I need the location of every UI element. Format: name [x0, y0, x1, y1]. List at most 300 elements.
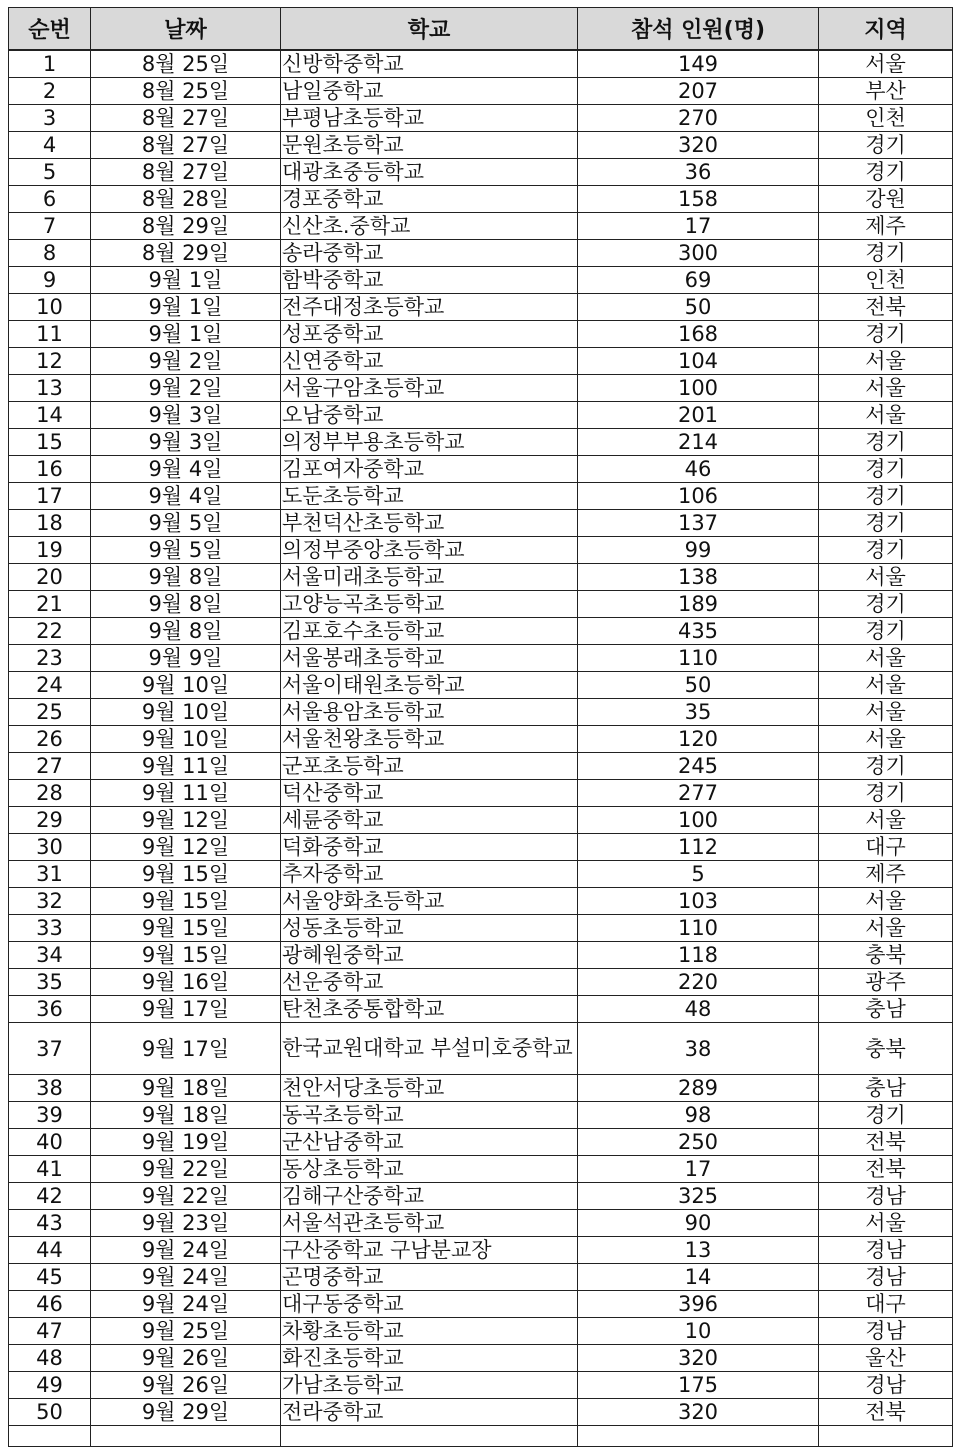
cell-school: 송라중학교 — [281, 240, 578, 267]
table-row — [9, 1210, 953, 1237]
cell-school: 차황초등학교 — [281, 1318, 578, 1345]
table-row — [9, 1372, 953, 1399]
cell-region: 광주 — [819, 969, 953, 996]
cell-region: 서울 — [819, 564, 953, 591]
cell-no: 47 — [9, 1318, 91, 1345]
cell-school: 신방학중학교 — [281, 50, 578, 78]
cell-no: 45 — [9, 1264, 91, 1291]
cell-region: 충북 — [819, 1023, 953, 1075]
cell-school: 선운중학교 — [281, 969, 578, 996]
cell-school: 오남중학교 — [281, 402, 578, 429]
cell-region: 서울 — [819, 402, 953, 429]
cell-no: 33 — [9, 915, 91, 942]
cell-attendees: 149 — [578, 50, 819, 78]
cell-no: 42 — [9, 1183, 91, 1210]
cell-no: 4 — [9, 132, 91, 159]
cell-school: 광혜원중학교 — [281, 942, 578, 969]
cell-date: 9월 17일 — [91, 996, 281, 1023]
cell-attendees: 320 — [578, 1399, 819, 1426]
cell-attendees: 201 — [578, 402, 819, 429]
cell-attendees: 103 — [578, 888, 819, 915]
attendance-table — [8, 7, 953, 1447]
cell-no: 22 — [9, 618, 91, 645]
cell-region: 제주 — [819, 861, 953, 888]
cell-date: 9월 24일 — [91, 1264, 281, 1291]
cell-date: 9월 1일 — [91, 267, 281, 294]
cell-school: 덕화중학교 — [281, 834, 578, 861]
table-row — [9, 699, 953, 726]
cell-school: 김해구산중학교 — [281, 1183, 578, 1210]
cell-attendees: 207 — [578, 78, 819, 105]
cell-school: 문원초등학교 — [281, 132, 578, 159]
cell-region: 경기 — [819, 240, 953, 267]
cell-attendees: 158 — [578, 186, 819, 213]
table-row — [9, 1102, 953, 1129]
cell-date: 8월 27일 — [91, 105, 281, 132]
cell-no: 18 — [9, 510, 91, 537]
table-row — [9, 50, 953, 78]
cell-no: 13 — [9, 375, 91, 402]
header-date: 날짜 — [91, 8, 281, 51]
cell-no: 43 — [9, 1210, 91, 1237]
cell-school: 추자중학교 — [281, 861, 578, 888]
cell-region: 강원 — [819, 186, 953, 213]
cell-date: 8월 29일 — [91, 213, 281, 240]
cell-cutoff — [819, 1426, 953, 1447]
table-row — [9, 834, 953, 861]
table-row — [9, 132, 953, 159]
cell-date: 9월 15일 — [91, 861, 281, 888]
cell-attendees: 14 — [578, 1264, 819, 1291]
cell-school: 군포초등학교 — [281, 753, 578, 780]
cell-region: 경남 — [819, 1264, 953, 1291]
table-row — [9, 1237, 953, 1264]
cell-school: 서울석관초등학교 — [281, 1210, 578, 1237]
table-row — [9, 1183, 953, 1210]
table-row — [9, 726, 953, 753]
cell-no: 1 — [9, 50, 91, 78]
table-row — [9, 1264, 953, 1291]
cell-attendees: 106 — [578, 483, 819, 510]
cell-no: 26 — [9, 726, 91, 753]
cell-no: 31 — [9, 861, 91, 888]
cell-attendees: 175 — [578, 1372, 819, 1399]
cell-no: 14 — [9, 402, 91, 429]
cell-no: 24 — [9, 672, 91, 699]
cell-school: 동곡초등학교 — [281, 1102, 578, 1129]
cell-no: 34 — [9, 942, 91, 969]
table-body — [9, 50, 953, 1447]
cell-no: 41 — [9, 1156, 91, 1183]
cell-date: 9월 10일 — [91, 726, 281, 753]
cell-attendees: 168 — [578, 321, 819, 348]
cell-attendees: 289 — [578, 1075, 819, 1102]
cell-attendees: 320 — [578, 1345, 819, 1372]
cell-attendees: 100 — [578, 375, 819, 402]
cell-school: 천안서당초등학교 — [281, 1075, 578, 1102]
cell-region: 울산 — [819, 1345, 953, 1372]
cell-school: 서울용암초등학교 — [281, 699, 578, 726]
table-row — [9, 402, 953, 429]
cell-region: 인천 — [819, 105, 953, 132]
cell-school: 의정부부용초등학교 — [281, 429, 578, 456]
cell-date: 9월 19일 — [91, 1129, 281, 1156]
table-row — [9, 780, 953, 807]
cell-school: 세륜중학교 — [281, 807, 578, 834]
cell-no: 48 — [9, 1345, 91, 1372]
cell-attendees: 214 — [578, 429, 819, 456]
cell-date: 9월 11일 — [91, 753, 281, 780]
cell-school: 서울봉래초등학교 — [281, 645, 578, 672]
cell-date: 9월 3일 — [91, 429, 281, 456]
cell-school: 동상초등학교 — [281, 1156, 578, 1183]
cell-region: 전북 — [819, 1156, 953, 1183]
cell-date: 9월 10일 — [91, 699, 281, 726]
cell-date: 9월 11일 — [91, 780, 281, 807]
cell-no: 15 — [9, 429, 91, 456]
cell-date: 9월 18일 — [91, 1102, 281, 1129]
cell-school: 곤명중학교 — [281, 1264, 578, 1291]
cell-attendees: 13 — [578, 1237, 819, 1264]
cell-school: 화진초등학교 — [281, 1345, 578, 1372]
cell-date: 9월 10일 — [91, 672, 281, 699]
cell-region: 경기 — [819, 321, 953, 348]
cell-no: 19 — [9, 537, 91, 564]
cell-date: 9월 5일 — [91, 537, 281, 564]
cell-attendees: 120 — [578, 726, 819, 753]
cell-region: 부산 — [819, 78, 953, 105]
cell-school: 김포여자중학교 — [281, 456, 578, 483]
table-header-row — [9, 8, 953, 51]
cell-date: 9월 5일 — [91, 510, 281, 537]
cell-school: 서울양화초등학교 — [281, 888, 578, 915]
cell-date: 9월 22일 — [91, 1156, 281, 1183]
cell-no: 23 — [9, 645, 91, 672]
cell-attendees: 50 — [578, 672, 819, 699]
cell-date: 8월 29일 — [91, 240, 281, 267]
cell-region: 서울 — [819, 888, 953, 915]
cell-date: 8월 25일 — [91, 50, 281, 78]
cell-region: 서울 — [819, 672, 953, 699]
cell-date: 9월 3일 — [91, 402, 281, 429]
table-row — [9, 645, 953, 672]
cell-no: 46 — [9, 1291, 91, 1318]
cell-attendees: 270 — [578, 105, 819, 132]
cell-school: 신연중학교 — [281, 348, 578, 375]
cell-date: 9월 24일 — [91, 1237, 281, 1264]
cell-no: 40 — [9, 1129, 91, 1156]
cell-date: 9월 8일 — [91, 564, 281, 591]
cell-region: 대구 — [819, 834, 953, 861]
table-row — [9, 213, 953, 240]
cell-no: 28 — [9, 780, 91, 807]
table-row — [9, 537, 953, 564]
cell-school: 도둔초등학교 — [281, 483, 578, 510]
table-row — [9, 1075, 953, 1102]
cell-date: 8월 25일 — [91, 78, 281, 105]
cell-attendees: 38 — [578, 1023, 819, 1075]
cell-attendees: 112 — [578, 834, 819, 861]
cell-no: 44 — [9, 1237, 91, 1264]
cell-attendees: 189 — [578, 591, 819, 618]
cell-no: 8 — [9, 240, 91, 267]
cell-date: 8월 28일 — [91, 186, 281, 213]
table-row — [9, 888, 953, 915]
cell-attendees: 46 — [578, 456, 819, 483]
table-row — [9, 807, 953, 834]
cell-school: 남일중학교 — [281, 78, 578, 105]
table-row — [9, 1318, 953, 1345]
table-row — [9, 240, 953, 267]
cell-region: 경남 — [819, 1183, 953, 1210]
cell-date: 9월 29일 — [91, 1399, 281, 1426]
cell-attendees: 104 — [578, 348, 819, 375]
cell-no: 49 — [9, 1372, 91, 1399]
cell-no: 7 — [9, 213, 91, 240]
cell-region: 전북 — [819, 294, 953, 321]
cell-school: 의정부중앙초등학교 — [281, 537, 578, 564]
cell-school: 고양능곡초등학교 — [281, 591, 578, 618]
cell-school: 부평남초등학교 — [281, 105, 578, 132]
table-row — [9, 267, 953, 294]
header-school: 학교 — [281, 8, 578, 51]
cell-attendees: 137 — [578, 510, 819, 537]
cell-date: 9월 18일 — [91, 1075, 281, 1102]
cell-school: 성동초등학교 — [281, 915, 578, 942]
cell-region: 서울 — [819, 915, 953, 942]
table-row — [9, 186, 953, 213]
cell-attendees: 5 — [578, 861, 819, 888]
cell-date: 8월 27일 — [91, 132, 281, 159]
table-row — [9, 942, 953, 969]
cell-cutoff — [9, 1426, 91, 1447]
cell-school: 가남초등학교 — [281, 1372, 578, 1399]
cell-region: 경남 — [819, 1372, 953, 1399]
cell-date: 9월 4일 — [91, 456, 281, 483]
table-row — [9, 429, 953, 456]
cell-school: 대광초중등학교 — [281, 159, 578, 186]
cell-date: 9월 16일 — [91, 969, 281, 996]
cell-attendees: 110 — [578, 915, 819, 942]
cell-region: 경기 — [819, 159, 953, 186]
cell-region: 경기 — [819, 537, 953, 564]
cell-school: 구산중학교 구남분교장 — [281, 1237, 578, 1264]
cell-region: 전북 — [819, 1129, 953, 1156]
cell-region: 서울 — [819, 50, 953, 78]
cell-no: 21 — [9, 591, 91, 618]
table-row — [9, 564, 953, 591]
cell-date: 9월 8일 — [91, 618, 281, 645]
table-row — [9, 672, 953, 699]
cell-attendees: 220 — [578, 969, 819, 996]
table-row — [9, 996, 953, 1023]
cell-region: 서울 — [819, 348, 953, 375]
cell-no: 29 — [9, 807, 91, 834]
cell-region: 서울 — [819, 807, 953, 834]
cell-date: 9월 4일 — [91, 483, 281, 510]
cell-region: 충남 — [819, 996, 953, 1023]
cell-region: 충북 — [819, 942, 953, 969]
cell-date: 9월 9일 — [91, 645, 281, 672]
cell-no: 2 — [9, 78, 91, 105]
cell-school: 탄천초중통합학교 — [281, 996, 578, 1023]
table-row — [9, 78, 953, 105]
cell-cutoff — [578, 1426, 819, 1447]
table-row — [9, 1399, 953, 1426]
cell-attendees: 325 — [578, 1183, 819, 1210]
cell-no: 32 — [9, 888, 91, 915]
cell-school: 한국교원대학교 부설미호중학교 — [281, 1023, 578, 1075]
table-row — [9, 753, 953, 780]
cell-school: 서울미래초등학교 — [281, 564, 578, 591]
cell-no: 20 — [9, 564, 91, 591]
cell-region: 인천 — [819, 267, 953, 294]
cell-date: 9월 23일 — [91, 1210, 281, 1237]
table-row-cutoff — [9, 1426, 953, 1447]
cell-school: 대구동중학교 — [281, 1291, 578, 1318]
cell-attendees: 48 — [578, 996, 819, 1023]
cell-region: 경기 — [819, 780, 953, 807]
cell-no: 6 — [9, 186, 91, 213]
cell-date: 9월 24일 — [91, 1291, 281, 1318]
cell-date: 9월 15일 — [91, 915, 281, 942]
table-row — [9, 1291, 953, 1318]
cell-school: 경포중학교 — [281, 186, 578, 213]
table-row — [9, 483, 953, 510]
cell-attendees: 320 — [578, 132, 819, 159]
cell-no: 36 — [9, 996, 91, 1023]
cell-no: 9 — [9, 267, 91, 294]
cell-attendees: 10 — [578, 1318, 819, 1345]
cell-region: 서울 — [819, 1210, 953, 1237]
cell-attendees: 250 — [578, 1129, 819, 1156]
cell-attendees: 17 — [578, 1156, 819, 1183]
table-row — [9, 321, 953, 348]
table-row — [9, 1345, 953, 1372]
cell-attendees: 300 — [578, 240, 819, 267]
cell-school: 서울구암초등학교 — [281, 375, 578, 402]
cell-attendees: 90 — [578, 1210, 819, 1237]
cell-no: 27 — [9, 753, 91, 780]
cell-region: 경기 — [819, 429, 953, 456]
cell-date: 9월 2일 — [91, 375, 281, 402]
cell-school: 덕산중학교 — [281, 780, 578, 807]
cell-region: 경기 — [819, 510, 953, 537]
cell-region: 경남 — [819, 1237, 953, 1264]
cell-no: 39 — [9, 1102, 91, 1129]
table-row — [9, 969, 953, 996]
cell-no: 35 — [9, 969, 91, 996]
cell-attendees: 396 — [578, 1291, 819, 1318]
cell-region: 경기 — [819, 483, 953, 510]
cell-attendees: 138 — [578, 564, 819, 591]
table-row — [9, 1129, 953, 1156]
cell-region: 경기 — [819, 618, 953, 645]
cell-date: 9월 2일 — [91, 348, 281, 375]
cell-attendees: 36 — [578, 159, 819, 186]
table-row — [9, 456, 953, 483]
cell-region: 서울 — [819, 645, 953, 672]
table-row — [9, 915, 953, 942]
cell-date: 9월 1일 — [91, 321, 281, 348]
cell-attendees: 277 — [578, 780, 819, 807]
cell-region: 경기 — [819, 132, 953, 159]
cell-attendees: 50 — [578, 294, 819, 321]
cell-date: 9월 17일 — [91, 1023, 281, 1075]
cell-no: 50 — [9, 1399, 91, 1426]
cell-region: 서울 — [819, 726, 953, 753]
cell-school: 전주대정초등학교 — [281, 294, 578, 321]
cell-school: 군산남중학교 — [281, 1129, 578, 1156]
cell-attendees: 99 — [578, 537, 819, 564]
cell-date: 9월 26일 — [91, 1372, 281, 1399]
header-no: 순번 — [9, 8, 91, 51]
cell-date: 9월 1일 — [91, 294, 281, 321]
cell-date: 9월 15일 — [91, 942, 281, 969]
cell-attendees: 110 — [578, 645, 819, 672]
cell-no: 17 — [9, 483, 91, 510]
cell-region: 충남 — [819, 1075, 953, 1102]
cell-attendees: 435 — [578, 618, 819, 645]
cell-date: 9월 25일 — [91, 1318, 281, 1345]
cell-attendees: 100 — [578, 807, 819, 834]
cell-region: 경남 — [819, 1318, 953, 1345]
cell-no: 11 — [9, 321, 91, 348]
cell-region: 경기 — [819, 1102, 953, 1129]
table-row — [9, 1023, 953, 1075]
cell-attendees: 17 — [578, 213, 819, 240]
cell-no: 37 — [9, 1023, 91, 1075]
cell-no: 5 — [9, 159, 91, 186]
cell-school: 서울이태원초등학교 — [281, 672, 578, 699]
cell-school: 성포중학교 — [281, 321, 578, 348]
cell-region: 전북 — [819, 1399, 953, 1426]
cell-school: 부천덕산초등학교 — [281, 510, 578, 537]
cell-date: 9월 8일 — [91, 591, 281, 618]
cell-school: 함박중학교 — [281, 267, 578, 294]
cell-cutoff — [91, 1426, 281, 1447]
cell-region: 경기 — [819, 591, 953, 618]
cell-attendees: 245 — [578, 753, 819, 780]
cell-no: 16 — [9, 456, 91, 483]
cell-date: 9월 26일 — [91, 1345, 281, 1372]
cell-school: 김포호수초등학교 — [281, 618, 578, 645]
cell-attendees: 69 — [578, 267, 819, 294]
cell-no: 30 — [9, 834, 91, 861]
table-row — [9, 591, 953, 618]
header-attendees: 참석 인원(명) — [578, 8, 819, 51]
table-row — [9, 375, 953, 402]
table-row — [9, 159, 953, 186]
cell-no: 3 — [9, 105, 91, 132]
table-row — [9, 510, 953, 537]
table-row — [9, 618, 953, 645]
cell-no: 10 — [9, 294, 91, 321]
table-row — [9, 294, 953, 321]
table-row — [9, 861, 953, 888]
table-row — [9, 105, 953, 132]
cell-region: 경기 — [819, 456, 953, 483]
cell-no: 12 — [9, 348, 91, 375]
cell-date: 8월 27일 — [91, 159, 281, 186]
attendance-table-sheet — [8, 7, 952, 1447]
cell-region: 서울 — [819, 375, 953, 402]
cell-school: 서울천왕초등학교 — [281, 726, 578, 753]
cell-region: 대구 — [819, 1291, 953, 1318]
cell-date: 9월 15일 — [91, 888, 281, 915]
cell-attendees: 98 — [578, 1102, 819, 1129]
cell-attendees: 35 — [578, 699, 819, 726]
